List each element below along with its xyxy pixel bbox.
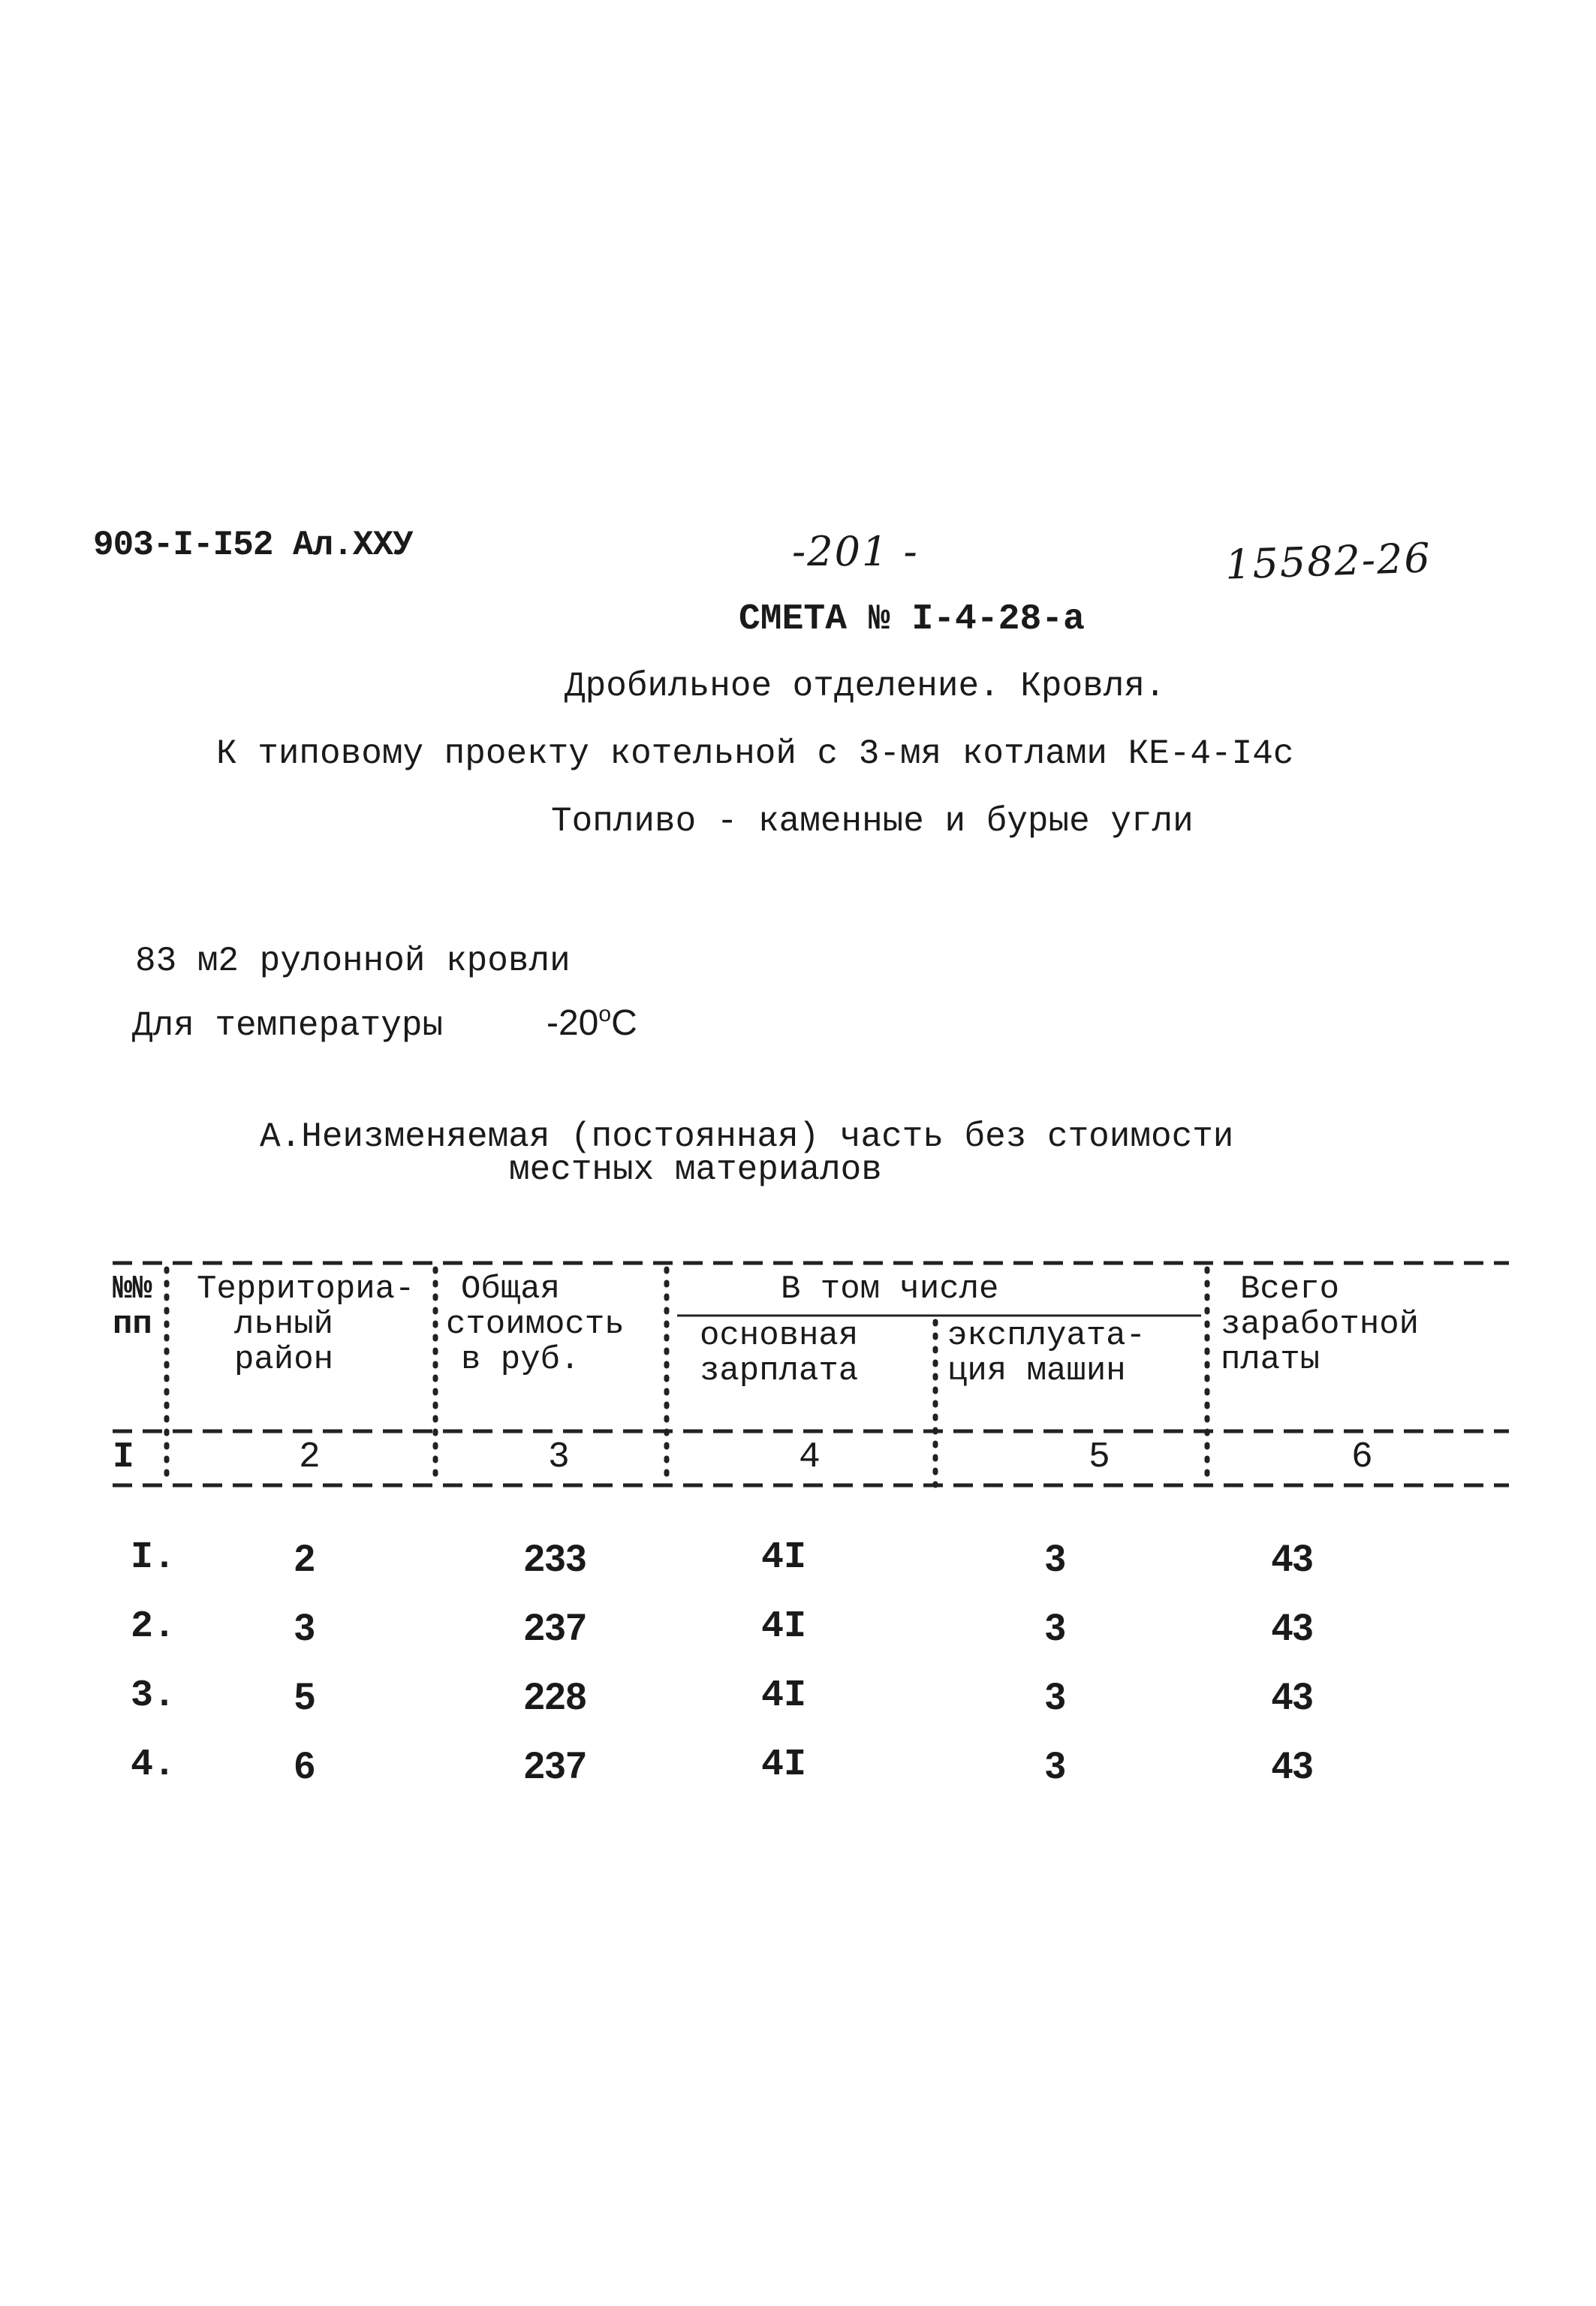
row-2-machine-ops: 3 — [1045, 1606, 1066, 1648]
row-2-total-salary: 43 — [1272, 1606, 1314, 1648]
col-number-4: 4 — [799, 1437, 821, 1478]
temperature-label: Для температуры — [132, 1006, 444, 1045]
header-col4-line-1: основная — [700, 1317, 859, 1355]
header-col4-line-2: зарплата — [700, 1352, 859, 1390]
row-1-total-salary: 43 — [1272, 1537, 1314, 1579]
header-col2-line-2: льный — [234, 1306, 334, 1343]
section-title-line-2: местных материалов — [509, 1150, 882, 1189]
row-3-total-cost: 228 — [524, 1675, 587, 1717]
row-3-total-salary: 43 — [1272, 1675, 1314, 1717]
row-2-total-cost: 237 — [524, 1606, 587, 1648]
row-4-district: 6 — [294, 1744, 315, 1786]
row-4-machine-ops: 3 — [1045, 1744, 1066, 1786]
header-col2 — [197, 1272, 414, 1378]
sheet-number: 15582-26 — [1224, 534, 1432, 589]
row-3-number: 3. — [131, 1674, 176, 1717]
volume-text: 83 м2 рулонной кровли — [135, 942, 571, 981]
header-col3-line-1: Общая — [461, 1271, 561, 1308]
header-col5-line-2: ция машин — [947, 1352, 1126, 1390]
header-col5 — [947, 1319, 1146, 1389]
header-col6 — [1221, 1272, 1419, 1378]
header-col1-line-2: пп — [113, 1306, 152, 1343]
row-1-base-salary: 4I — [761, 1536, 807, 1579]
page-number: -201 - — [792, 528, 919, 575]
header-col5-line-1: эксплуата- — [947, 1317, 1146, 1355]
row-3-district: 5 — [294, 1675, 315, 1717]
section-title-line-1: А.Неизменяемая (постоянная) часть без стоимости — [260, 1117, 1234, 1156]
header-col2-line-3: район — [234, 1341, 334, 1379]
row-1-number: I. — [131, 1536, 176, 1579]
row-4-base-salary: 4I — [761, 1744, 807, 1786]
col-number-1: I — [113, 1437, 134, 1478]
row-2-number: 2. — [131, 1605, 176, 1648]
temperature-unit: С — [611, 1003, 637, 1043]
row-1-district: 2 — [294, 1537, 315, 1579]
header-col6-line-3: платы — [1221, 1341, 1320, 1379]
row-4-number: 4. — [131, 1744, 176, 1786]
header-col1-line-1: №№ — [113, 1271, 152, 1308]
header-col3 — [446, 1272, 625, 1378]
row-3-machine-ops: 3 — [1045, 1675, 1066, 1717]
row-4-total-salary: 43 — [1272, 1744, 1314, 1786]
row-4-total-cost: 237 — [524, 1744, 587, 1786]
row-1-machine-ops: 3 — [1045, 1537, 1066, 1579]
col-number-5: 5 — [1089, 1437, 1110, 1478]
row-2-district: 3 — [294, 1606, 315, 1648]
title-line-3: Топливо - каменные и бурые угли — [551, 802, 1194, 841]
row-3-base-salary: 4I — [761, 1674, 807, 1717]
header-col2-line-1: Территориа- — [197, 1271, 415, 1308]
header-col6-line-2: заработной — [1221, 1306, 1420, 1343]
col-number-2: 2 — [299, 1437, 321, 1478]
header-col3-line-3: в руб. — [461, 1341, 580, 1379]
temperature-number: -20 — [547, 1003, 599, 1043]
header-col1 — [113, 1272, 152, 1343]
document-code: 903-I-I52 Ал.XXУ — [93, 526, 413, 565]
degree-sign: o — [598, 1002, 612, 1026]
col-number-6: 6 — [1351, 1437, 1373, 1478]
header-col6-line-1: Всего — [1240, 1271, 1340, 1308]
estimate-title: СМЕТА № I-4-28-а — [739, 599, 1085, 640]
header-col4 — [700, 1319, 858, 1389]
row-1-total-cost: 233 — [524, 1537, 587, 1579]
title-line-2: К типовому проекту котельной с 3-мя котлами КЕ-4-I4с — [216, 734, 1294, 773]
title-line-1: Дробильное отделение. Кровля. — [565, 667, 1166, 706]
row-2-base-salary: 4I — [761, 1605, 807, 1648]
col-number-3: 3 — [548, 1437, 570, 1478]
header-group: В том числе — [781, 1271, 999, 1308]
header-col3-line-2: стоимость — [446, 1306, 625, 1343]
